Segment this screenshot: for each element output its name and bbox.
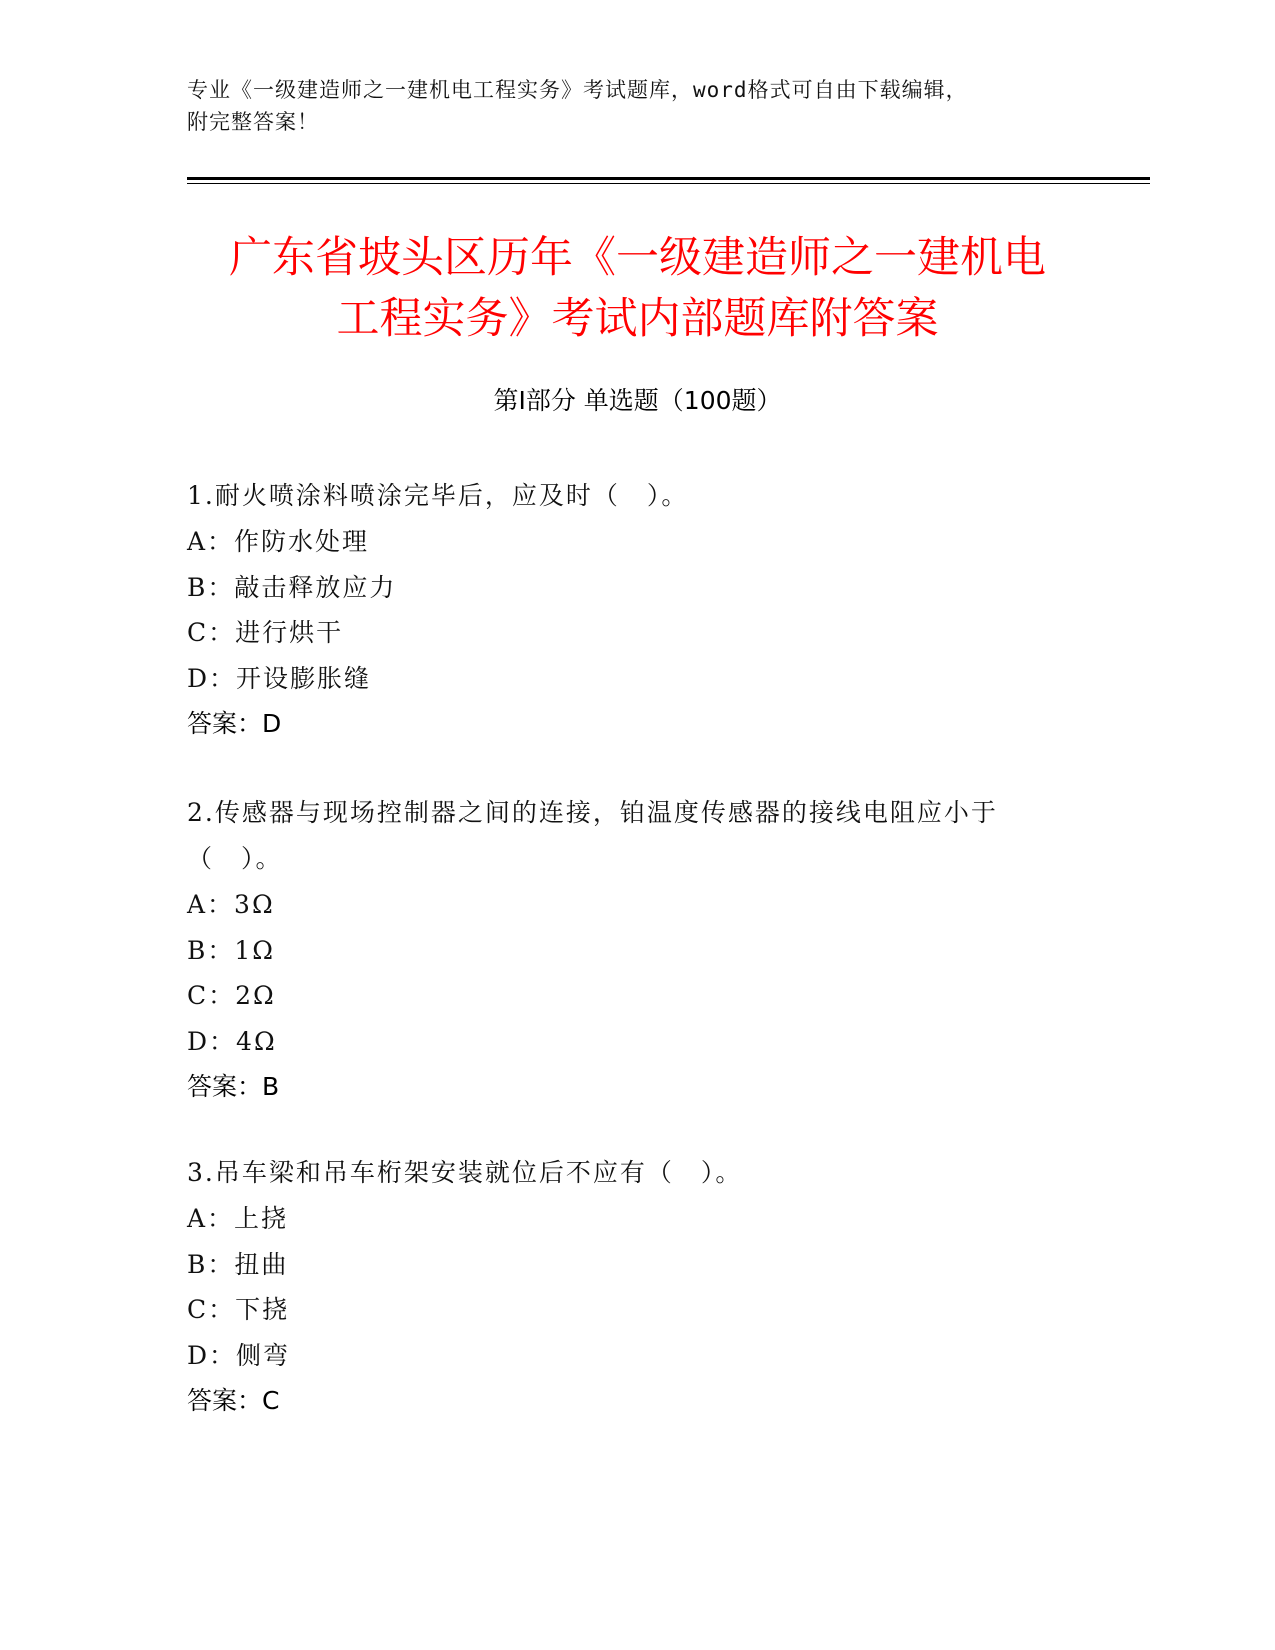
document-title-line-2: 工程实务》考试内部题库附答案 (336, 294, 939, 344)
option-a: A：作防水处理 (187, 527, 370, 556)
question-stem-line-2: （ ）。 (187, 844, 283, 873)
answer: 答案：C (187, 1386, 280, 1415)
question-stem-line-1: 2.传感器与现场控制器之间的连接，铂温度传感器的接线电阻应小于 (187, 798, 998, 827)
option-b: B：扭曲 (187, 1249, 289, 1279)
option-d: D：4Ω (187, 1026, 277, 1056)
section-heading: 第Ⅰ部分 单选题（100题） (493, 386, 782, 415)
header-divider-thick (187, 177, 1150, 180)
option-c: C：下挠 (187, 1295, 290, 1324)
question-3 (187, 1150, 1087, 1424)
option-b: B：1Ω (187, 935, 276, 965)
option-a: A：上挠 (187, 1204, 289, 1233)
question-stem: 1.耐火喷涂料喷涂完毕后，应及时（ ）。 (187, 481, 689, 510)
header-divider-thin (187, 183, 1150, 184)
header-note-line-1: 专业《一级建造师之一建机电工程实务》考试题库，word格式可自由下载编辑， (187, 78, 968, 102)
question-1 (187, 473, 1087, 747)
option-c: C：2Ω (187, 981, 276, 1010)
document-title (150, 228, 1125, 350)
header-note (187, 74, 1087, 138)
option-c: C：进行烘干 (187, 618, 344, 647)
option-d: D：侧弯 (187, 1340, 291, 1370)
header-note-line-2: 附完整答案！ (187, 110, 319, 134)
question-2 (187, 790, 1087, 1110)
option-b: B：敲击释放应力 (187, 572, 397, 602)
question-stem: 3.吊车梁和吊车桁架安装就位后不应有（ ）。 (187, 1158, 743, 1187)
option-d: D：开设膨胀缝 (187, 663, 372, 693)
option-a: A：3Ω (187, 890, 275, 919)
answer: 答案：B (187, 1072, 280, 1101)
document-title-line-1: 广东省坡头区历年《一级建造师之一建机电 (229, 233, 1046, 283)
answer: 答案：D (187, 709, 282, 738)
